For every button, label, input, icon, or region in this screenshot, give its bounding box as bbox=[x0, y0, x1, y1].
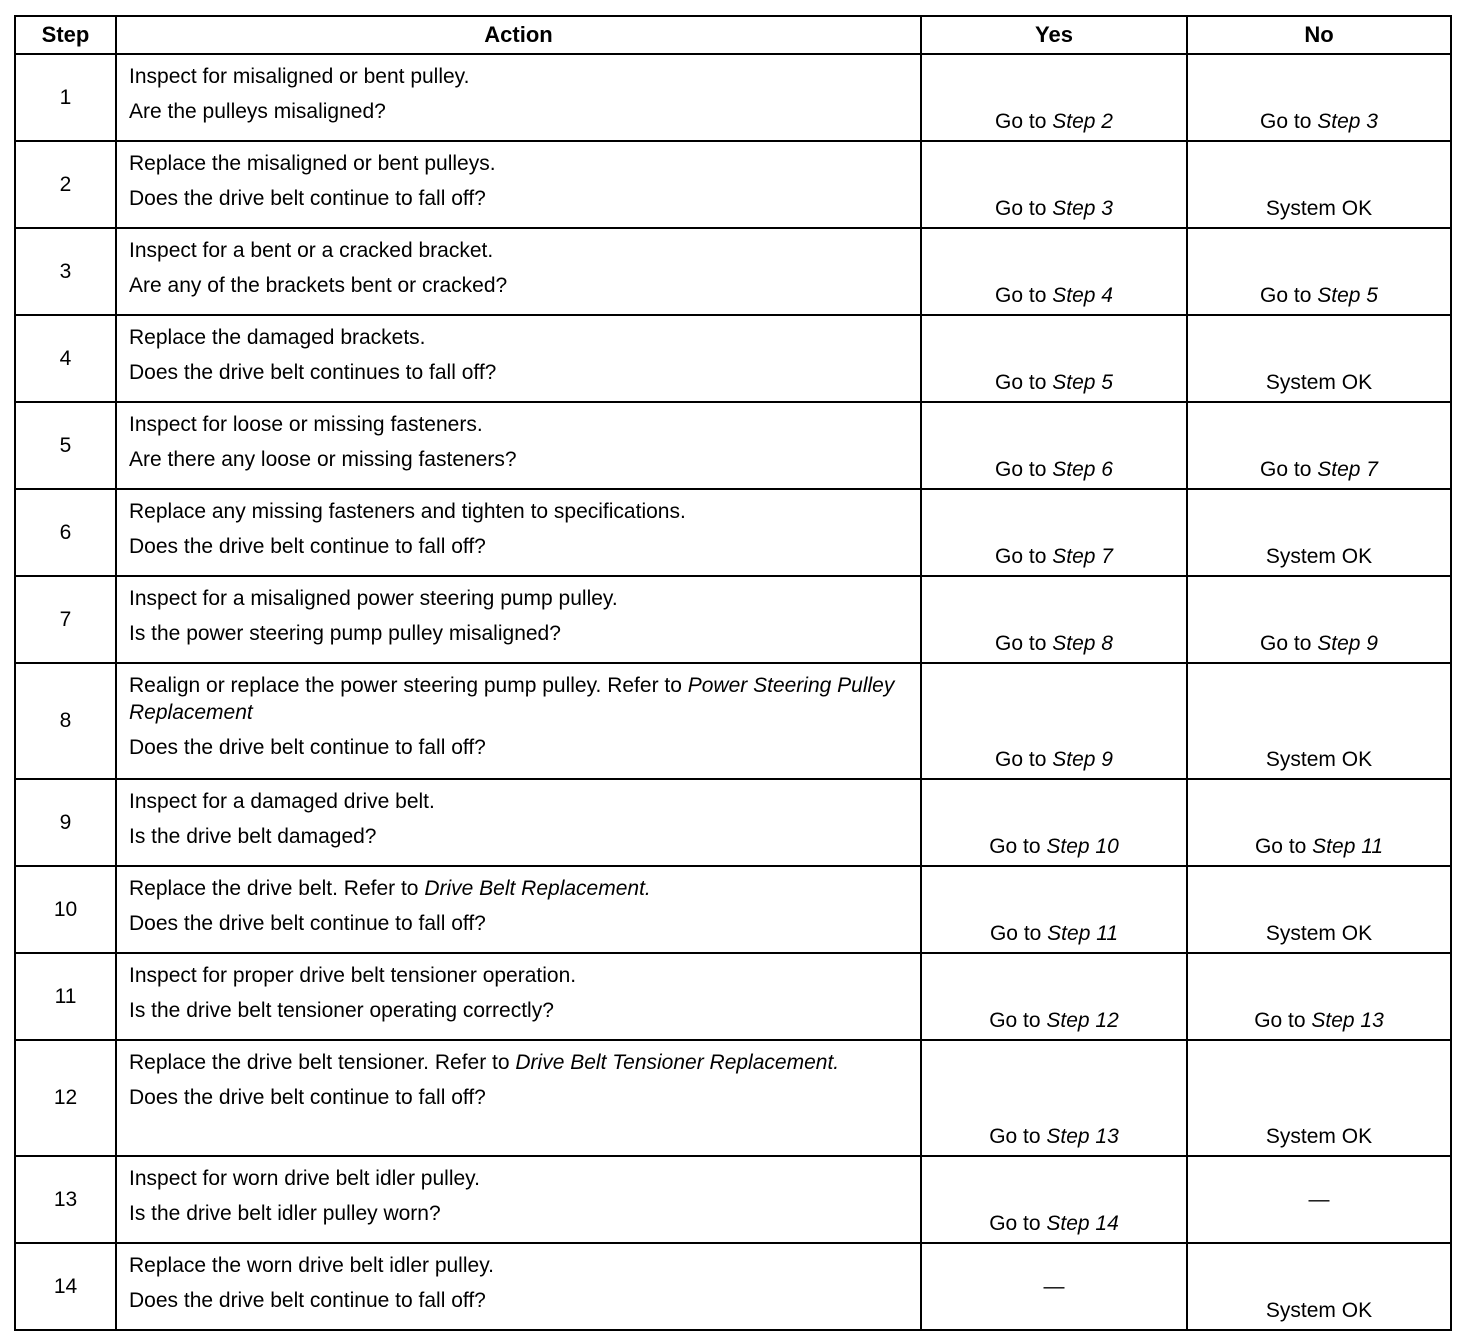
action-question: Does the drive belt continue to fall off? bbox=[129, 1086, 486, 1109]
reference-link-text: Power Steering Pulley Replacement bbox=[129, 674, 895, 724]
goto-step-reference: Step 9 bbox=[1317, 632, 1378, 655]
goto-prefix: Go to bbox=[1254, 1009, 1312, 1032]
action-instruction bbox=[129, 875, 908, 902]
no-result bbox=[1187, 866, 1451, 953]
action-question: Is the drive belt tensioner operating correctly? bbox=[129, 999, 554, 1022]
action-cell bbox=[116, 54, 921, 141]
result-text: System OK bbox=[1265, 371, 1373, 394]
step-number: 12 bbox=[15, 1040, 116, 1156]
goto-step-reference: Step 8 bbox=[1052, 632, 1113, 655]
action-question: Does the drive belt continue to fall off? bbox=[129, 736, 486, 759]
action-question: Does the drive belt continues to fall off? bbox=[129, 361, 497, 384]
result-text: System OK bbox=[1265, 197, 1373, 220]
goto-prefix: Go to bbox=[989, 1212, 1047, 1235]
no-result bbox=[1187, 315, 1451, 402]
goto-step-reference: Step 13 bbox=[1046, 1125, 1119, 1148]
yes-result bbox=[921, 1040, 1187, 1156]
action-cell bbox=[116, 228, 921, 315]
yes-result bbox=[921, 1156, 1187, 1243]
goto-step-reference: Step 11 bbox=[1312, 835, 1384, 858]
goto-prefix: Go to bbox=[995, 748, 1053, 771]
yes-result bbox=[921, 141, 1187, 228]
goto-step-reference: Step 9 bbox=[1052, 748, 1113, 771]
table-row bbox=[15, 866, 1451, 953]
goto-prefix: Go to bbox=[995, 632, 1053, 655]
table-row bbox=[15, 54, 1451, 141]
header-row bbox=[15, 16, 1451, 54]
instruction-text: Inspect for worn drive belt idler pulley. bbox=[129, 1167, 480, 1190]
step-number: 3 bbox=[15, 228, 116, 315]
action-cell bbox=[116, 1156, 921, 1243]
action-instruction bbox=[129, 411, 908, 438]
action-instruction bbox=[129, 150, 908, 177]
action-question: Does the drive belt continue to fall off? bbox=[129, 187, 486, 210]
step-number: 5 bbox=[15, 402, 116, 489]
no-result bbox=[1187, 402, 1451, 489]
goto-prefix: Go to bbox=[989, 1009, 1047, 1032]
step-number: 2 bbox=[15, 141, 116, 228]
yes-result bbox=[921, 402, 1187, 489]
step-number: 9 bbox=[15, 779, 116, 866]
goto-prefix: Go to bbox=[995, 284, 1053, 307]
table-row bbox=[15, 141, 1451, 228]
yes-result bbox=[921, 315, 1187, 402]
no-result bbox=[1187, 141, 1451, 228]
yes-result bbox=[921, 54, 1187, 141]
action-cell bbox=[116, 141, 921, 228]
action-question: Are there any loose or missing fasteners? bbox=[129, 448, 517, 471]
action-cell bbox=[116, 315, 921, 402]
no-action-dash: — bbox=[1308, 1187, 1330, 1211]
instruction-text: Inspect for a damaged drive belt. bbox=[129, 790, 435, 813]
no-result bbox=[1187, 953, 1451, 1040]
goto-step-reference: Step 13 bbox=[1311, 1009, 1384, 1032]
yes-result bbox=[921, 663, 1187, 779]
yes-result bbox=[921, 953, 1187, 1040]
goto-prefix: Go to bbox=[1260, 284, 1318, 307]
table-row bbox=[15, 779, 1451, 866]
goto-step-reference: Step 7 bbox=[1052, 545, 1113, 568]
goto-prefix: Go to bbox=[1260, 458, 1318, 481]
result-text: System OK bbox=[1265, 922, 1373, 945]
no-result bbox=[1187, 663, 1451, 779]
goto-prefix: Go to bbox=[989, 1125, 1047, 1148]
action-question: Are any of the brackets bent or cracked? bbox=[129, 274, 508, 297]
yes-result bbox=[921, 866, 1187, 953]
yes-result bbox=[921, 576, 1187, 663]
action-instruction bbox=[129, 237, 908, 264]
goto-step-reference: Step 3 bbox=[1317, 110, 1378, 133]
no-result bbox=[1187, 228, 1451, 315]
header-no: No bbox=[1187, 16, 1451, 54]
action-question: Are the pulleys misaligned? bbox=[129, 100, 386, 123]
table-row bbox=[15, 576, 1451, 663]
action-question: Is the drive belt damaged? bbox=[129, 825, 377, 848]
action-cell bbox=[116, 402, 921, 489]
action-cell bbox=[116, 489, 921, 576]
yes-result bbox=[921, 489, 1187, 576]
result-text: System OK bbox=[1265, 748, 1373, 771]
result-text: System OK bbox=[1265, 545, 1373, 568]
step-number: 11 bbox=[15, 953, 116, 1040]
action-instruction bbox=[129, 788, 908, 815]
step-number: 4 bbox=[15, 315, 116, 402]
no-result bbox=[1187, 1243, 1451, 1330]
action-cell bbox=[116, 953, 921, 1040]
no-result bbox=[1187, 1156, 1451, 1243]
action-instruction bbox=[129, 1165, 908, 1192]
header-yes: Yes bbox=[921, 16, 1187, 54]
action-cell bbox=[116, 866, 921, 953]
instruction-text: Inspect for a misaligned power steering pump pulley. bbox=[129, 587, 618, 610]
goto-step-reference: Step 10 bbox=[1046, 835, 1119, 858]
table-row bbox=[15, 663, 1451, 779]
reference-link-text: Drive Belt Tensioner Replacement. bbox=[515, 1051, 840, 1074]
goto-step-reference: Step 6 bbox=[1052, 458, 1113, 481]
goto-prefix: Go to bbox=[1260, 632, 1318, 655]
no-result bbox=[1187, 779, 1451, 866]
goto-step-reference: Step 12 bbox=[1046, 1009, 1119, 1032]
action-instruction bbox=[129, 672, 908, 726]
reference-link-text: Drive Belt Replacement. bbox=[424, 877, 651, 900]
goto-step-reference: Step 2 bbox=[1052, 110, 1113, 133]
goto-prefix: Go to bbox=[995, 458, 1053, 481]
header-action: Action bbox=[116, 16, 921, 54]
action-question: Is the power steering pump pulley misaligned? bbox=[129, 622, 561, 645]
table-row bbox=[15, 402, 1451, 489]
action-instruction bbox=[129, 1049, 908, 1076]
step-number: 8 bbox=[15, 663, 116, 779]
instruction-text: Inspect for loose or missing fasteners. bbox=[129, 413, 483, 436]
table-row bbox=[15, 489, 1451, 576]
yes-result bbox=[921, 228, 1187, 315]
goto-prefix: Go to bbox=[1260, 110, 1318, 133]
action-cell bbox=[116, 1243, 921, 1330]
goto-step-reference: Step 7 bbox=[1317, 458, 1378, 481]
goto-prefix: Go to bbox=[995, 371, 1053, 394]
goto-prefix: Go to bbox=[989, 835, 1047, 858]
no-result bbox=[1187, 489, 1451, 576]
action-cell bbox=[116, 779, 921, 866]
action-instruction bbox=[129, 498, 908, 525]
table-row bbox=[15, 953, 1451, 1040]
no-result bbox=[1187, 1040, 1451, 1156]
step-number: 14 bbox=[15, 1243, 116, 1330]
action-question: Does the drive belt continue to fall off? bbox=[129, 1289, 486, 1312]
table-row bbox=[15, 228, 1451, 315]
diagnostic-table bbox=[14, 15, 1452, 1331]
goto-prefix: Go to bbox=[995, 545, 1053, 568]
goto-prefix: Go to bbox=[995, 110, 1053, 133]
goto-prefix: Go to bbox=[1254, 835, 1313, 858]
goto-step-reference: Step 11 bbox=[1047, 922, 1119, 945]
action-cell bbox=[116, 1040, 921, 1156]
result-text: System OK bbox=[1265, 1125, 1373, 1148]
step-number: 7 bbox=[15, 576, 116, 663]
goto-step-reference: Step 14 bbox=[1046, 1212, 1119, 1235]
action-instruction bbox=[129, 962, 908, 989]
action-question: Is the drive belt idler pulley worn? bbox=[129, 1202, 441, 1225]
instruction-text: Inspect for a bent or a cracked bracket. bbox=[129, 239, 494, 262]
step-number: 1 bbox=[15, 54, 116, 141]
goto-step-reference: Step 4 bbox=[1052, 284, 1113, 307]
table-row bbox=[15, 1156, 1451, 1243]
goto-prefix: Go to bbox=[989, 922, 1048, 945]
action-cell bbox=[116, 576, 921, 663]
goto-step-reference: Step 5 bbox=[1052, 371, 1113, 394]
instruction-text: Inspect for misaligned or bent pulley. bbox=[129, 65, 470, 88]
step-number: 6 bbox=[15, 489, 116, 576]
action-question: Does the drive belt continue to fall off? bbox=[129, 912, 486, 935]
instruction-text: Replace the damaged brackets. bbox=[129, 326, 426, 349]
action-instruction bbox=[129, 585, 908, 612]
action-instruction bbox=[129, 324, 908, 351]
instruction-text: Realign or replace the power steering pump pulley. Refer to bbox=[129, 674, 688, 697]
goto-prefix: Go to bbox=[995, 197, 1053, 220]
step-number: 10 bbox=[15, 866, 116, 953]
table-row bbox=[15, 315, 1451, 402]
instruction-text: Inspect for proper drive belt tensioner operation. bbox=[129, 964, 577, 987]
table-row bbox=[15, 1040, 1451, 1156]
action-instruction bbox=[129, 63, 908, 90]
yes-result bbox=[921, 1243, 1187, 1330]
no-result bbox=[1187, 54, 1451, 141]
instruction-text: Replace the drive belt tensioner. Refer to bbox=[129, 1051, 516, 1074]
action-cell bbox=[116, 663, 921, 779]
instruction-text: Replace the worn drive belt idler pulley. bbox=[129, 1254, 494, 1277]
step-number: 13 bbox=[15, 1156, 116, 1243]
goto-step-reference: Step 5 bbox=[1317, 284, 1378, 307]
header-step: Step bbox=[15, 16, 116, 54]
table-row bbox=[15, 1243, 1451, 1330]
no-action-dash: — bbox=[1043, 1274, 1065, 1298]
goto-step-reference: Step 3 bbox=[1052, 197, 1113, 220]
yes-result bbox=[921, 779, 1187, 866]
result-text: System OK bbox=[1265, 1299, 1373, 1322]
no-result bbox=[1187, 576, 1451, 663]
instruction-text: Replace any missing fasteners and tighten to specifications. bbox=[129, 500, 686, 523]
instruction-text: Replace the drive belt. Refer to bbox=[129, 877, 425, 900]
action-instruction bbox=[129, 1252, 908, 1279]
action-question: Does the drive belt continue to fall off? bbox=[129, 535, 486, 558]
instruction-text: Replace the misaligned or bent pulleys. bbox=[129, 152, 496, 175]
